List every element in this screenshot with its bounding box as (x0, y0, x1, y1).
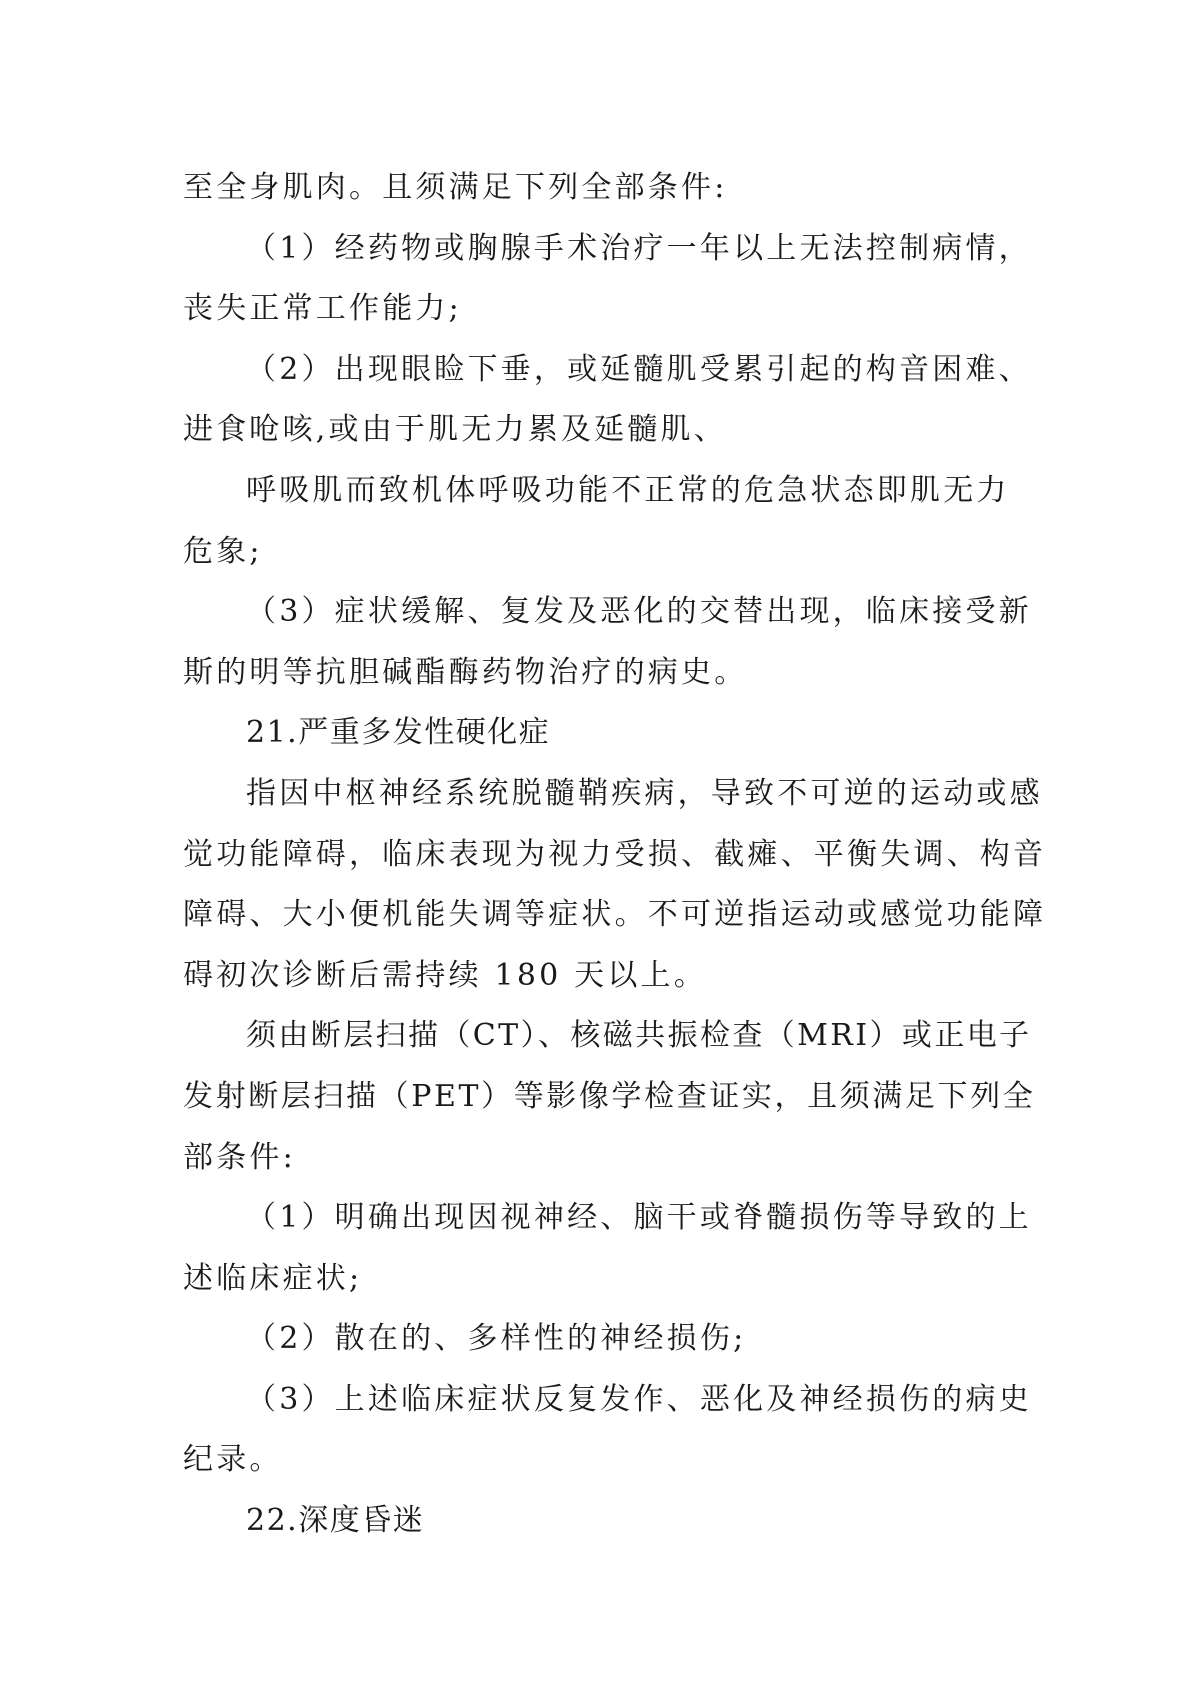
paragraph-condition-3 (183, 582, 1032, 703)
paragraph-definition (183, 764, 1047, 1006)
text-line: （3）上述临床症状反复发作、恶化及神经损伤的病史 (246, 1381, 1032, 1417)
text-line: 障碍、大小便机能失调等症状。不可逆指运动或感觉功能障 (183, 897, 1047, 933)
paragraph-crisis (183, 461, 1023, 582)
section-heading-21 (183, 703, 1023, 764)
text-line: （2）散在的、多样性的神经损伤; (246, 1321, 747, 1357)
section-title: 22.深度昏迷 (246, 1503, 425, 1539)
text-line: （3）症状缓解、复发及恶化的交替出现，临床接受新 (246, 594, 1032, 630)
text-line: 述临床症状; (183, 1260, 363, 1296)
text-line: 呼吸肌而致机体呼吸功能不正常的危急状态即肌无力 (246, 472, 1010, 508)
text-line: 丧失正常工作能力; (183, 291, 462, 327)
text-line: 碍初次诊断后需持续 180 天以上。 (183, 957, 707, 993)
paragraph-ms-condition-3 (183, 1370, 1032, 1491)
text-line: （2）出现眼睑下垂，或延髓肌受累引起的构音困难、 (246, 351, 1032, 387)
text-line: 须由断层扫描（CT）、核磁共振检查（MRI）或正电子 (246, 1018, 1032, 1054)
paragraph-condition-1 (183, 219, 1032, 340)
paragraph-ms-condition-2 (183, 1309, 1023, 1370)
paragraph-imaging (183, 1006, 1036, 1188)
text-line: 纪录。 (183, 1442, 283, 1478)
paragraph-condition-2 (183, 340, 1032, 461)
text-line: （1）经药物或胸腺手术治疗一年以上无法控制病情， (246, 230, 1032, 266)
text-line: 危象; (183, 533, 263, 569)
text-line: 觉功能障碍，临床表现为视力受损、截瘫、平衡失调、构音 (183, 836, 1047, 872)
text-line: 进食呛咳,或由于肌无力累及延髓肌、 (183, 412, 727, 448)
section-heading-22 (183, 1491, 1023, 1552)
section-title: 21.严重多发性硬化症 (246, 715, 551, 751)
paragraph-continuation (183, 158, 1023, 219)
text-line: （1）明确出现因视神经、脑干或脊髓损伤等导致的上 (246, 1200, 1032, 1236)
text-line: 指因中枢神经系统脱髓鞘疾病，导致不可逆的运动或感 (246, 775, 1043, 811)
text-line: 部条件: (183, 1139, 296, 1175)
text-line: 至全身肌肉。且须满足下列全部条件: (183, 170, 728, 205)
text-line: 发射断层扫描（PET）等影像学检查证实，且须满足下列全 (183, 1078, 1036, 1114)
text-line: 斯的明等抗胆碱酯酶药物治疗的病史。 (183, 654, 748, 690)
document-body (183, 158, 1047, 1552)
paragraph-ms-condition-1 (183, 1188, 1032, 1309)
